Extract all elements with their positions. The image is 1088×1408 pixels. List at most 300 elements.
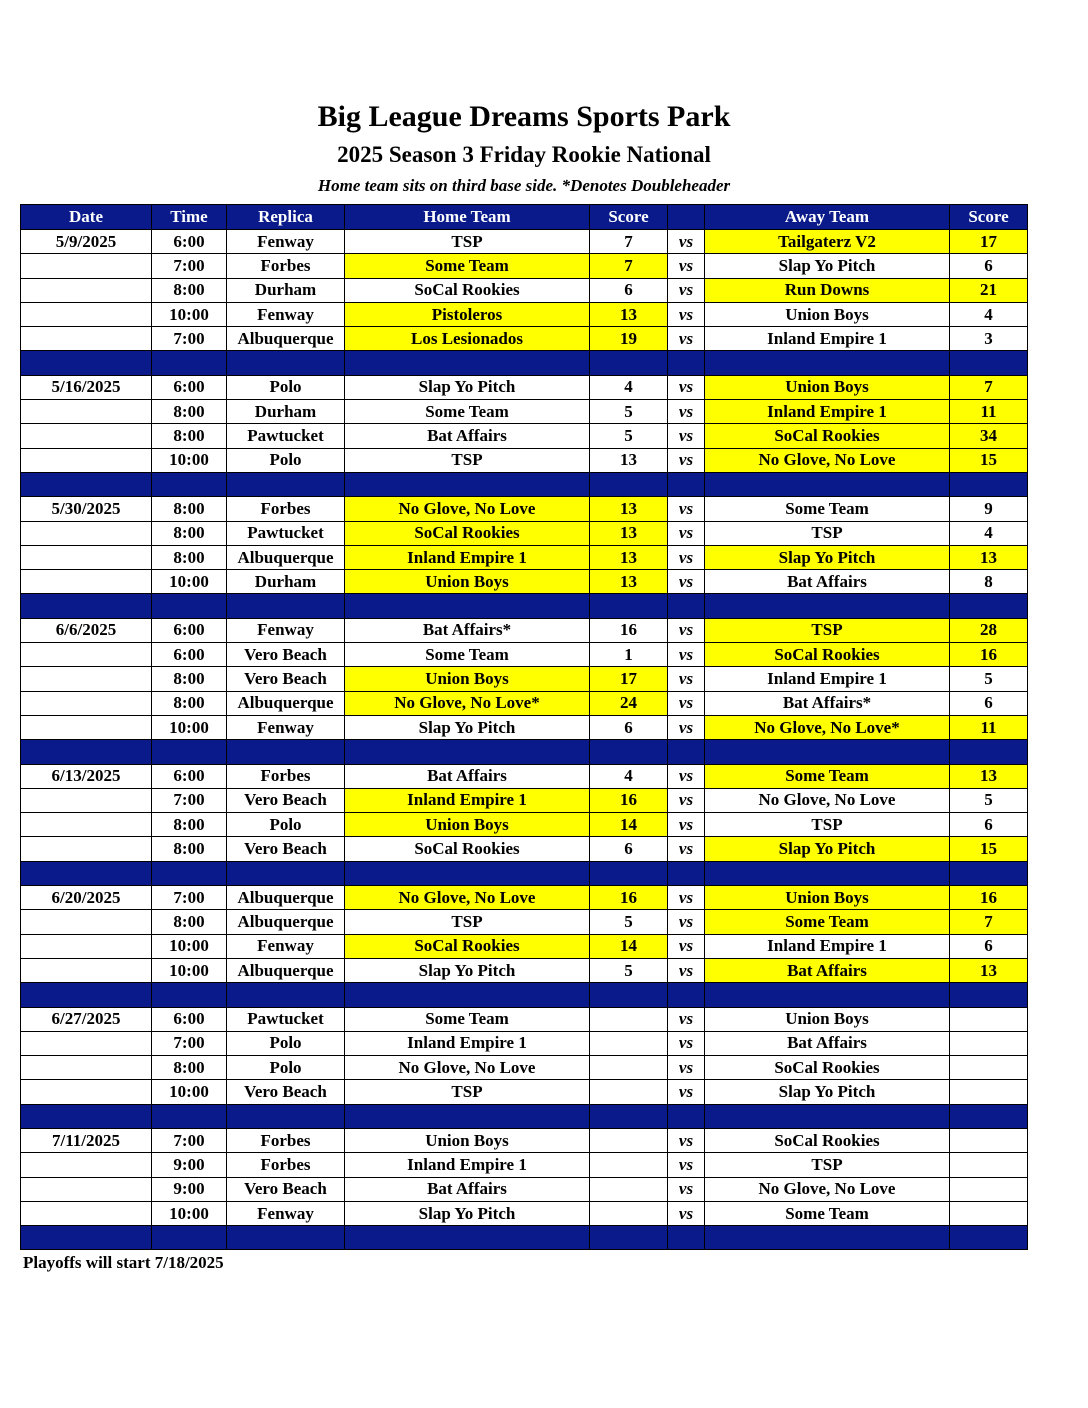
col-date: Date [21, 205, 152, 230]
away-score-cell: 11 [950, 715, 1028, 739]
separator-cell [705, 351, 950, 375]
home-score-cell: 14 [590, 934, 668, 958]
replica-cell: Pawtucket [227, 521, 345, 545]
away-score-cell: 4 [950, 302, 1028, 326]
separator-cell [705, 1104, 950, 1128]
separator-cell [21, 472, 152, 496]
home-score-cell: 17 [590, 667, 668, 691]
replica-cell: Albuquerque [227, 886, 345, 910]
time-cell: 10:00 [152, 934, 227, 958]
table-row [21, 910, 1028, 934]
separator-cell [705, 1226, 950, 1250]
separator-cell [705, 861, 950, 885]
away-score-cell [950, 1153, 1028, 1177]
table-row [21, 764, 1028, 788]
table-row [21, 618, 1028, 642]
replica-cell: Forbes [227, 1153, 345, 1177]
table-row [21, 570, 1028, 594]
home-score-cell: 16 [590, 886, 668, 910]
separator-cell [590, 594, 668, 618]
home-team-cell: TSP [345, 230, 590, 254]
separator-cell [345, 594, 590, 618]
separator-cell [950, 983, 1028, 1007]
home-team-cell: Union Boys [345, 570, 590, 594]
away-team-cell: Some Team [705, 497, 950, 521]
time-cell: 10:00 [152, 1080, 227, 1104]
separator-cell [345, 472, 590, 496]
time-cell: 9:00 [152, 1153, 227, 1177]
vs-cell: vs [668, 521, 705, 545]
home-score-cell: 6 [590, 278, 668, 302]
date-cell [21, 837, 152, 861]
away-score-cell: 28 [950, 618, 1028, 642]
home-score-cell: 6 [590, 837, 668, 861]
away-score-cell: 8 [950, 570, 1028, 594]
home-team-cell: Bat Affairs [345, 1177, 590, 1201]
vs-cell: vs [668, 910, 705, 934]
home-team-cell: Some Team [345, 254, 590, 278]
home-score-cell [590, 1007, 668, 1031]
col-away-score: Score [950, 205, 1028, 230]
away-team-cell: TSP [705, 521, 950, 545]
separator-cell [705, 983, 950, 1007]
home-score-cell: 5 [590, 400, 668, 424]
separator-cell [950, 472, 1028, 496]
separator-cell [227, 740, 345, 764]
vs-cell: vs [668, 934, 705, 958]
table-row [21, 813, 1028, 837]
date-cell [21, 788, 152, 812]
away-score-cell: 7 [950, 910, 1028, 934]
away-score-cell: 17 [950, 230, 1028, 254]
away-team-cell: Union Boys [705, 302, 950, 326]
home-score-cell: 13 [590, 448, 668, 472]
separator-cell [152, 472, 227, 496]
home-team-cell: Bat Affairs* [345, 618, 590, 642]
home-team-cell: SoCal Rookies [345, 521, 590, 545]
separator-cell [345, 351, 590, 375]
time-cell: 8:00 [152, 497, 227, 521]
replica-cell: Pawtucket [227, 1007, 345, 1031]
separator-row [21, 740, 1028, 764]
separator-cell [590, 351, 668, 375]
separator-row [21, 861, 1028, 885]
home-score-cell [590, 1153, 668, 1177]
home-score-cell: 5 [590, 424, 668, 448]
replica-cell: Albuquerque [227, 958, 345, 982]
away-team-cell: Some Team [705, 764, 950, 788]
page-title: Big League Dreams Sports Park [317, 100, 731, 133]
separator-cell [152, 740, 227, 764]
date-cell: 7/11/2025 [21, 1128, 152, 1152]
table-row [21, 497, 1028, 521]
time-cell: 7:00 [152, 886, 227, 910]
vs-cell: vs [668, 715, 705, 739]
home-score-cell: 5 [590, 910, 668, 934]
vs-cell: vs [668, 424, 705, 448]
away-team-cell: TSP [705, 618, 950, 642]
vs-cell: vs [668, 813, 705, 837]
date-cell [21, 545, 152, 569]
separator-cell [21, 351, 152, 375]
date-cell [21, 254, 152, 278]
vs-cell: vs [668, 886, 705, 910]
time-cell: 10:00 [152, 570, 227, 594]
table-row [21, 545, 1028, 569]
away-score-cell [950, 1128, 1028, 1152]
time-cell: 6:00 [152, 1007, 227, 1031]
home-team-cell: SoCal Rookies [345, 934, 590, 958]
time-cell: 7:00 [152, 254, 227, 278]
separator-cell [668, 861, 705, 885]
time-cell: 6:00 [152, 618, 227, 642]
page-note: Home team sits on third base side. *Denotes Doubleheader [317, 176, 731, 195]
away-score-cell [950, 1031, 1028, 1055]
home-team-cell: No Glove, No Love [345, 886, 590, 910]
away-team-cell: SoCal Rookies [705, 1128, 950, 1152]
home-team-cell: Pistoleros [345, 302, 590, 326]
time-cell: 6:00 [152, 230, 227, 254]
separator-cell [590, 472, 668, 496]
date-cell [21, 327, 152, 351]
home-team-cell: Bat Affairs [345, 424, 590, 448]
separator-cell [590, 1226, 668, 1250]
home-score-cell: 13 [590, 302, 668, 326]
away-team-cell: Tailgaterz V2 [705, 230, 950, 254]
date-cell: 5/16/2025 [21, 375, 152, 399]
separator-cell [152, 594, 227, 618]
date-cell [21, 813, 152, 837]
date-cell [21, 1056, 152, 1080]
separator-row [21, 351, 1028, 375]
date-cell [21, 1177, 152, 1201]
home-score-cell: 1 [590, 643, 668, 667]
home-team-cell: TSP [345, 910, 590, 934]
vs-cell: vs [668, 1177, 705, 1201]
home-team-cell: Union Boys [345, 1128, 590, 1152]
separator-row [21, 1226, 1028, 1250]
table-row [21, 1031, 1028, 1055]
replica-cell: Forbes [227, 497, 345, 521]
away-score-cell: 6 [950, 254, 1028, 278]
separator-row [21, 472, 1028, 496]
away-team-cell: Inland Empire 1 [705, 667, 950, 691]
table-row [21, 934, 1028, 958]
date-cell [21, 302, 152, 326]
away-team-cell: SoCal Rookies [705, 643, 950, 667]
home-score-cell [590, 1128, 668, 1152]
separator-cell [668, 983, 705, 1007]
away-score-cell: 16 [950, 643, 1028, 667]
table-row [21, 424, 1028, 448]
replica-cell: Vero Beach [227, 837, 345, 861]
away-team-cell: Union Boys [705, 375, 950, 399]
separator-cell [227, 351, 345, 375]
home-team-cell: Los Lesionados [345, 327, 590, 351]
home-score-cell [590, 1177, 668, 1201]
date-cell [21, 570, 152, 594]
home-score-cell: 16 [590, 618, 668, 642]
away-score-cell [950, 1056, 1028, 1080]
time-cell: 8:00 [152, 837, 227, 861]
date-cell [21, 1031, 152, 1055]
separator-cell [21, 1226, 152, 1250]
table-row [21, 643, 1028, 667]
table-row [21, 327, 1028, 351]
separator-cell [152, 1226, 227, 1250]
home-score-cell: 6 [590, 715, 668, 739]
replica-cell: Fenway [227, 715, 345, 739]
away-score-cell: 13 [950, 958, 1028, 982]
separator-cell [152, 983, 227, 1007]
table-row [21, 400, 1028, 424]
home-team-cell: SoCal Rookies [345, 837, 590, 861]
separator-cell [152, 351, 227, 375]
time-cell: 10:00 [152, 715, 227, 739]
away-team-cell: Slap Yo Pitch [705, 254, 950, 278]
away-team-cell: Union Boys [705, 1007, 950, 1031]
separator-cell [705, 740, 950, 764]
vs-cell: vs [668, 570, 705, 594]
separator-cell [227, 983, 345, 1007]
time-cell: 10:00 [152, 1201, 227, 1225]
vs-cell: vs [668, 254, 705, 278]
separator-cell [590, 740, 668, 764]
home-team-cell: Bat Affairs [345, 764, 590, 788]
away-score-cell: 6 [950, 813, 1028, 837]
away-team-cell: Some Team [705, 910, 950, 934]
time-cell: 8:00 [152, 545, 227, 569]
home-score-cell: 13 [590, 497, 668, 521]
time-cell: 7:00 [152, 788, 227, 812]
date-cell: 6/27/2025 [21, 1007, 152, 1031]
home-team-cell: Slap Yo Pitch [345, 958, 590, 982]
time-cell: 8:00 [152, 910, 227, 934]
time-cell: 10:00 [152, 958, 227, 982]
away-team-cell: TSP [705, 1153, 950, 1177]
separator-cell [668, 472, 705, 496]
time-cell: 9:00 [152, 1177, 227, 1201]
away-score-cell: 5 [950, 788, 1028, 812]
home-team-cell: Union Boys [345, 813, 590, 837]
away-score-cell [950, 1007, 1028, 1031]
vs-cell: vs [668, 788, 705, 812]
time-cell: 6:00 [152, 375, 227, 399]
away-score-cell: 4 [950, 521, 1028, 545]
table-row [21, 254, 1028, 278]
page-subtitle: 2025 Season 3 Friday Rookie National [337, 142, 711, 167]
vs-cell: vs [668, 400, 705, 424]
table-row [21, 715, 1028, 739]
table-row [21, 667, 1028, 691]
separator-cell [950, 1226, 1028, 1250]
vs-cell: vs [668, 643, 705, 667]
time-cell: 8:00 [152, 691, 227, 715]
time-cell: 8:00 [152, 424, 227, 448]
col-away-team: Away Team [705, 205, 950, 230]
away-score-cell: 16 [950, 886, 1028, 910]
home-team-cell: TSP [345, 448, 590, 472]
replica-cell: Durham [227, 400, 345, 424]
separator-cell [21, 983, 152, 1007]
away-team-cell: No Glove, No Love* [705, 715, 950, 739]
time-cell: 7:00 [152, 1031, 227, 1055]
table-row [21, 278, 1028, 302]
home-team-cell: Some Team [345, 643, 590, 667]
away-score-cell: 15 [950, 837, 1028, 861]
separator-cell [152, 1104, 227, 1128]
replica-cell: Durham [227, 570, 345, 594]
separator-cell [668, 1226, 705, 1250]
time-cell: 8:00 [152, 521, 227, 545]
separator-cell [668, 351, 705, 375]
home-team-cell: Slap Yo Pitch [345, 375, 590, 399]
table-row [21, 1080, 1028, 1104]
separator-cell [21, 740, 152, 764]
home-team-cell: Inland Empire 1 [345, 545, 590, 569]
replica-cell: Vero Beach [227, 788, 345, 812]
away-score-cell: 7 [950, 375, 1028, 399]
separator-cell [668, 1104, 705, 1128]
separator-cell [345, 983, 590, 1007]
home-team-cell: Inland Empire 1 [345, 788, 590, 812]
home-score-cell [590, 1080, 668, 1104]
away-team-cell: Some Team [705, 1201, 950, 1225]
col-vs [668, 205, 705, 230]
separator-cell [345, 740, 590, 764]
separator-cell [227, 472, 345, 496]
home-team-cell: TSP [345, 1080, 590, 1104]
date-cell [21, 934, 152, 958]
home-score-cell: 13 [590, 545, 668, 569]
home-team-cell: Slap Yo Pitch [345, 715, 590, 739]
away-score-cell: 9 [950, 497, 1028, 521]
replica-cell: Albuquerque [227, 691, 345, 715]
home-score-cell: 4 [590, 375, 668, 399]
away-team-cell: No Glove, No Love [705, 448, 950, 472]
table-row [21, 788, 1028, 812]
table-row [21, 1201, 1028, 1225]
home-score-cell: 5 [590, 958, 668, 982]
home-team-cell: Union Boys [345, 667, 590, 691]
vs-cell: vs [668, 230, 705, 254]
away-team-cell: Bat Affairs [705, 1031, 950, 1055]
home-team-cell: Inland Empire 1 [345, 1031, 590, 1055]
away-score-cell: 5 [950, 667, 1028, 691]
separator-cell [345, 1104, 590, 1128]
away-team-cell: Slap Yo Pitch [705, 545, 950, 569]
separator-cell [345, 1226, 590, 1250]
home-team-cell: No Glove, No Love [345, 1056, 590, 1080]
away-score-cell: 15 [950, 448, 1028, 472]
footer-note: Playoffs will start 7/18/2025 [23, 1253, 224, 1272]
home-team-cell: Some Team [345, 400, 590, 424]
separator-cell [21, 594, 152, 618]
vs-cell: vs [668, 1007, 705, 1031]
date-cell: 5/9/2025 [21, 230, 152, 254]
separator-cell [227, 1104, 345, 1128]
date-cell: 5/30/2025 [21, 497, 152, 521]
home-score-cell: 4 [590, 764, 668, 788]
date-cell [21, 278, 152, 302]
away-score-cell: 21 [950, 278, 1028, 302]
vs-cell: vs [668, 1153, 705, 1177]
header-row [21, 205, 1028, 230]
away-team-cell: Bat Affairs [705, 958, 950, 982]
col-time: Time [152, 205, 227, 230]
time-cell: 6:00 [152, 643, 227, 667]
table-row [21, 1153, 1028, 1177]
vs-cell: vs [668, 1201, 705, 1225]
separator-cell [227, 861, 345, 885]
separator-cell [590, 1104, 668, 1128]
table-row [21, 1056, 1028, 1080]
away-team-cell: Bat Affairs [705, 570, 950, 594]
away-team-cell: Slap Yo Pitch [705, 1080, 950, 1104]
table-row [21, 1128, 1028, 1152]
table-row [21, 886, 1028, 910]
home-team-cell: Slap Yo Pitch [345, 1201, 590, 1225]
separator-cell [950, 351, 1028, 375]
away-score-cell: 13 [950, 545, 1028, 569]
away-score-cell [950, 1201, 1028, 1225]
replica-cell: Forbes [227, 764, 345, 788]
replica-cell: Fenway [227, 934, 345, 958]
table-row [21, 837, 1028, 861]
vs-cell: vs [668, 764, 705, 788]
replica-cell: Polo [227, 813, 345, 837]
vs-cell: vs [668, 1128, 705, 1152]
table-row [21, 1007, 1028, 1031]
vs-cell: vs [668, 837, 705, 861]
table-row [21, 521, 1028, 545]
replica-cell: Polo [227, 1056, 345, 1080]
vs-cell: vs [668, 497, 705, 521]
replica-cell: Polo [227, 1031, 345, 1055]
away-team-cell: Inland Empire 1 [705, 327, 950, 351]
replica-cell: Vero Beach [227, 643, 345, 667]
schedule-table [20, 204, 1028, 1250]
date-cell [21, 667, 152, 691]
away-score-cell: 3 [950, 327, 1028, 351]
home-score-cell: 7 [590, 230, 668, 254]
replica-cell: Fenway [227, 618, 345, 642]
separator-cell [590, 983, 668, 1007]
home-score-cell: 7 [590, 254, 668, 278]
replica-cell: Albuquerque [227, 545, 345, 569]
vs-cell: vs [668, 302, 705, 326]
time-cell: 8:00 [152, 1056, 227, 1080]
separator-cell [227, 594, 345, 618]
date-cell [21, 448, 152, 472]
vs-cell: vs [668, 1080, 705, 1104]
home-team-cell: Some Team [345, 1007, 590, 1031]
home-score-cell: 14 [590, 813, 668, 837]
replica-cell: Fenway [227, 302, 345, 326]
replica-cell: Vero Beach [227, 1177, 345, 1201]
replica-cell: Fenway [227, 1201, 345, 1225]
separator-row [21, 983, 1028, 1007]
vs-cell: vs [668, 545, 705, 569]
separator-cell [668, 594, 705, 618]
separator-cell [950, 594, 1028, 618]
replica-cell: Forbes [227, 1128, 345, 1152]
separator-cell [227, 1226, 345, 1250]
date-cell [21, 715, 152, 739]
date-cell [21, 424, 152, 448]
home-team-cell: No Glove, No Love* [345, 691, 590, 715]
table-row [21, 691, 1028, 715]
